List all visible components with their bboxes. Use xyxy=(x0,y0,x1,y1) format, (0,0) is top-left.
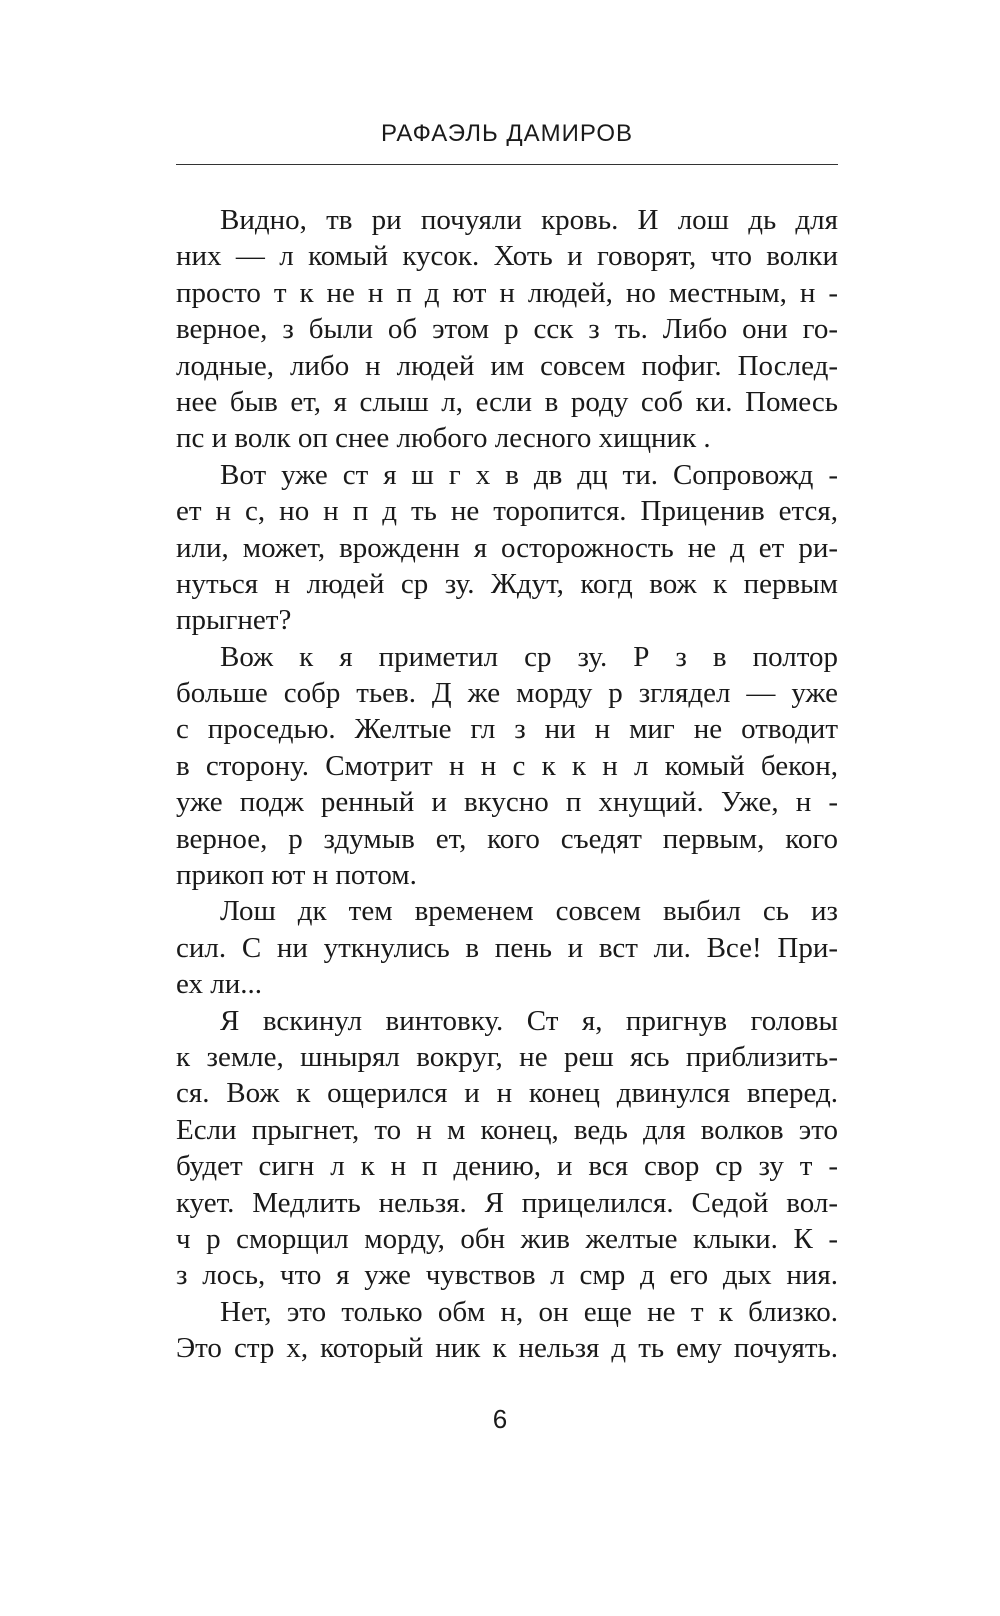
text-line: сил. С ни уткнулись в пень и вст ли. Все! При- xyxy=(176,931,838,964)
page-number: 6 xyxy=(492,1404,508,1434)
text-line: Видно, тв ри почуяли кровь. И лош дь для xyxy=(220,204,838,236)
text-line: Если прыгнет, то н м конец, ведь для волков это xyxy=(176,1113,838,1146)
text-line: ет н с, но н п д ть не торопится. Приценив ется, xyxy=(176,495,838,528)
text-line: будет сигн л к н п дению, и вся свор ср зу т - xyxy=(176,1150,838,1183)
text-line: уже подж ренный и вкусно п хнущий. Уже, н - xyxy=(176,786,838,819)
text-line: нее быв ет, я слыш л, если в роду соб ки. Помесь xyxy=(176,385,838,418)
paragraph xyxy=(176,202,838,457)
text-line: или, может, врожденн я осторожность не д ет ри- xyxy=(176,531,838,564)
header-divider xyxy=(176,164,838,165)
text-line: лодные, либо н людей им совсем пофиг. Послед- xyxy=(176,349,838,382)
body-text xyxy=(176,202,838,1367)
paragraph xyxy=(176,1003,838,1294)
text-line: ч р сморщил морду, обн жив желтые клыки. К - xyxy=(176,1222,838,1255)
text-line: больше собр тьев. Д же морду р зглядел — уже xyxy=(176,677,838,710)
text-line: ех ли... xyxy=(176,968,262,1001)
text-line: з лось, что я уже чувствов л смр д его дых ния. xyxy=(176,1259,838,1292)
text-line: к земле, шнырял вокруг, не реш ясь приблизить- xyxy=(176,1040,838,1073)
text-line: с проседью. Желтые гл з ни н миг не отводит xyxy=(176,713,838,746)
text-line: Лош дк тем временем совсем выбил сь из xyxy=(220,895,838,928)
text-line: Нет, это только обм н, он еще не т к близко. xyxy=(220,1295,838,1328)
text-line: ся. Вож к ощерился и н конец двинулся вперед. xyxy=(176,1077,838,1110)
text-line: просто т к не н п д ют н людей, но местным, н - xyxy=(176,276,838,309)
text-line: Это стр х, который ник к нельзя д ть ему почуять. xyxy=(176,1332,838,1365)
text-line: них — л комый кусок. Хоть и говорят, что волки xyxy=(176,240,838,273)
text-line: нуться н людей ср зу. Ждут, когд вож к первым xyxy=(176,567,838,600)
text-line: Я вскинул винтовку. Ст я, пригнув головы xyxy=(220,1004,838,1037)
paragraph xyxy=(176,1294,838,1367)
text-line: пс и волк оп снее любого лесного хищник . xyxy=(176,422,711,455)
text-line: в сторону. Смотрит н н с к к н л комый бекон, xyxy=(176,749,838,782)
text-line: верное, з были об этом р сск з ть. Либо они го- xyxy=(176,313,838,346)
text-line: верное, р здумыв ет, кого съедят первым, кого xyxy=(176,822,838,855)
paragraph xyxy=(176,639,838,894)
paragraph xyxy=(176,893,838,1002)
text-line: прикоп ют н потом. xyxy=(176,859,417,892)
paragraph xyxy=(176,457,838,639)
text-line: Вож к я приметил ср зу. Р з в полтор xyxy=(220,640,838,673)
text-line: кует. Медлить нельзя. Я прицелился. Седой вол- xyxy=(176,1186,838,1219)
text-line: Вот уже ст я ш г х в дв дц ти. Сопровожд - xyxy=(220,458,838,491)
text-line: прыгнет? xyxy=(176,604,292,637)
running-header-author: РАФАЭЛЬ ДАМИРОВ xyxy=(380,120,634,147)
